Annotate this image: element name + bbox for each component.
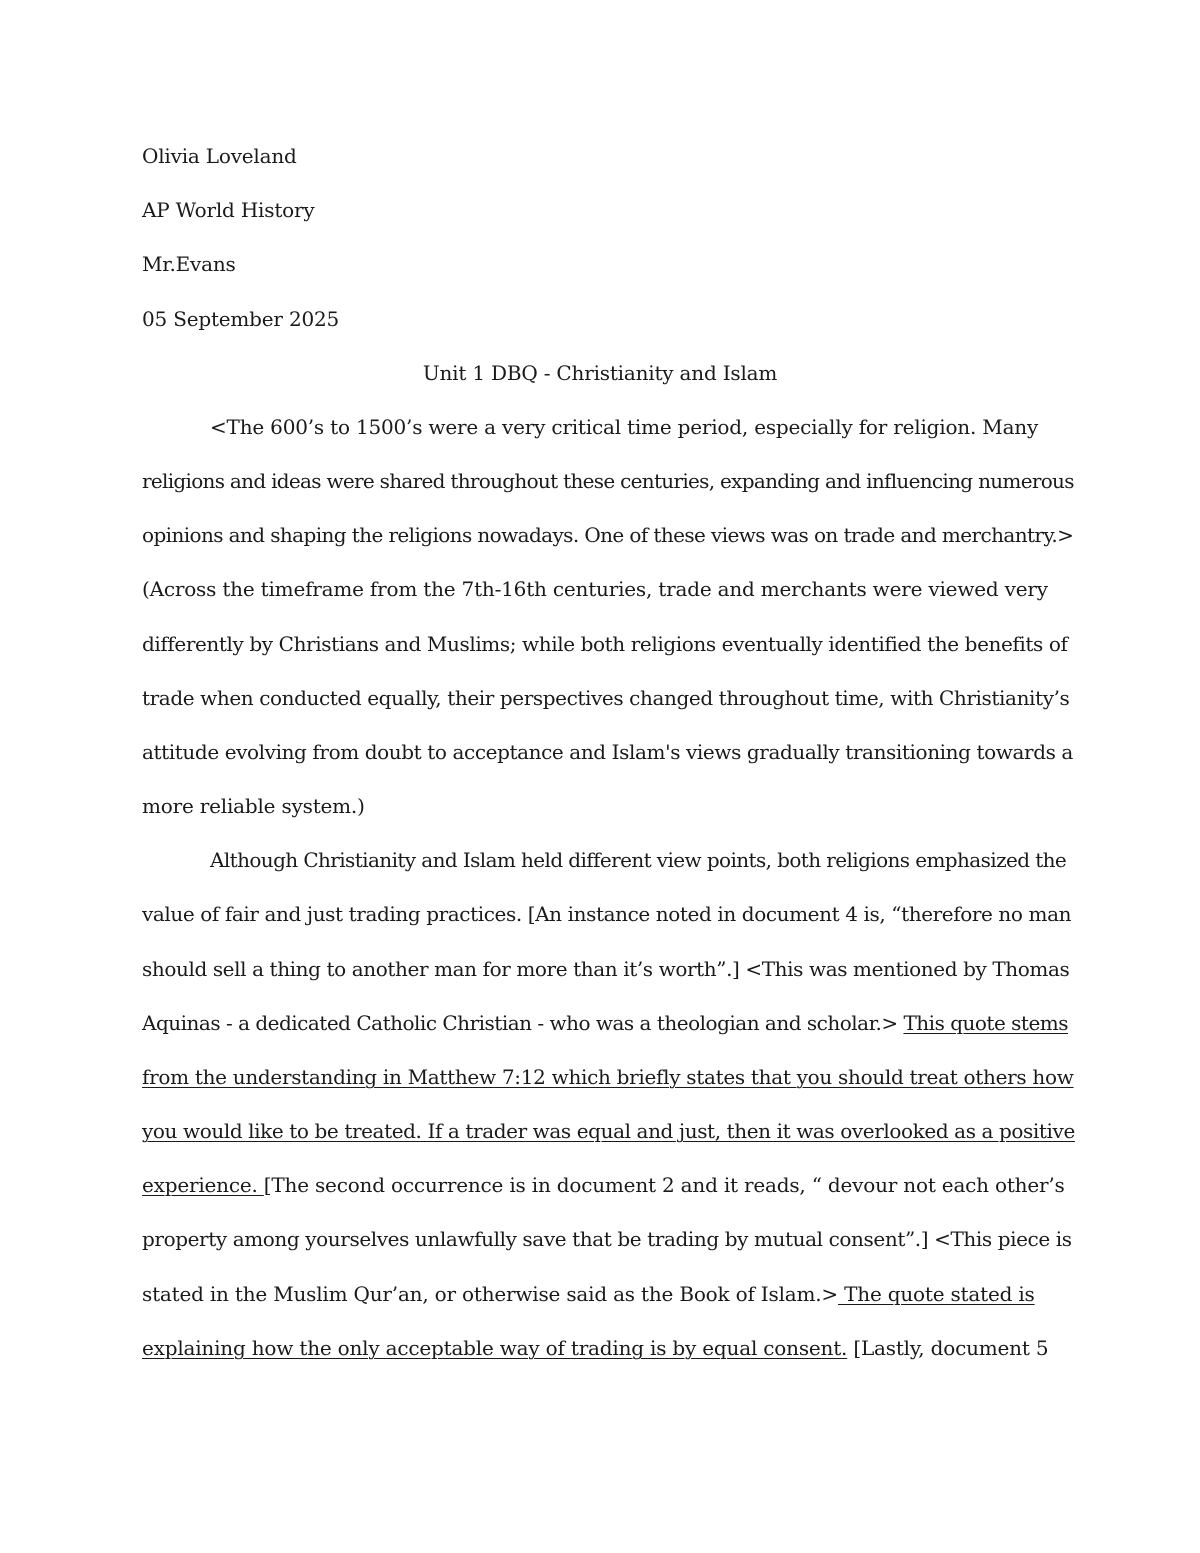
paragraph2-line: Although Christianity and Islam held different view points, both religions emphasized the [210, 848, 1067, 872]
essay-title: Unit 1 DBQ - Christianity and Islam [422, 361, 778, 385]
paragraph2-line [142, 1117, 1075, 1145]
paragraph2-line: should sell a thing to another man for more than it’s worth”.] <This was mentioned by Thomas [142, 957, 1070, 981]
paragraph1-line: religions and ideas were shared throughout these centuries, expanding and influencing numerous [142, 469, 1074, 493]
paragraph2-line: value of fair and just trading practices. [An instance noted in document 4 is, “therefore no man [142, 902, 1072, 926]
paragraph1-line: opinions and shaping the religions nowadays. One of these views was on trade and merchantry.> [142, 523, 1074, 547]
paragraph2-line [142, 1171, 1065, 1199]
underlined-text: from the understanding in Matthew 7:12 which briefly states that you should treat others how [142, 1065, 1074, 1089]
paragraph2-line [142, 1009, 1068, 1037]
paragraph2-line [142, 1334, 1048, 1362]
underlined-text: This quote stems [903, 1011, 1069, 1035]
paragraph1-line: <The 600’s to 1500’s were a very critical time period, especially for religion. Many [210, 415, 1039, 439]
underlined-text: explaining how the only acceptable way of trading is by equal consent. [142, 1336, 848, 1360]
paragraph2-line: property among yourselves unlawfully save that be trading by mutual consent”.] <This piece is [142, 1227, 1072, 1251]
student-name: Olivia Loveland [142, 144, 297, 168]
paragraph1-line: trade when conducted equally, their perspectives changed throughout time, with Christianity’s [142, 686, 1070, 710]
underlined-text: experience. [142, 1173, 264, 1197]
paragraph1-line: more reliable system.) [142, 794, 365, 818]
course-name: AP World History [142, 198, 315, 222]
underlined-text: The quote stated is [837, 1282, 1035, 1306]
paragraph2-line [142, 1280, 1035, 1308]
paragraph1-line: differently by Christians and Muslims; while both religions eventually identified the benefits of [142, 632, 1068, 656]
plain-text: stated in the Muslim Qur’an, or otherwise said as the Book of Islam.> [142, 1282, 838, 1306]
plain-text: [The second occurrence is in document 2 and it reads, “ devour not each other’s [263, 1173, 1065, 1197]
paragraph1-line: (Across the timeframe from the 7th-16th centuries, trade and merchants were viewed very [142, 577, 1048, 601]
plain-text: [Lastly, document 5 [847, 1336, 1049, 1360]
document-date: 05 September 2025 [142, 307, 340, 331]
paragraph1-line: attitude evolving from doubt to acceptance and Islam's views gradually transitioning towards a [142, 740, 1073, 764]
teacher-name: Mr.Evans [142, 252, 236, 276]
paragraph2-line [142, 1063, 1074, 1091]
underlined-text: you would like to be treated. If a trader was equal and just, then it was overlooked as a positive [142, 1119, 1075, 1143]
plain-text: Aquinas - a dedicated Catholic Christian - who was a theologian and scholar.> [142, 1011, 904, 1035]
